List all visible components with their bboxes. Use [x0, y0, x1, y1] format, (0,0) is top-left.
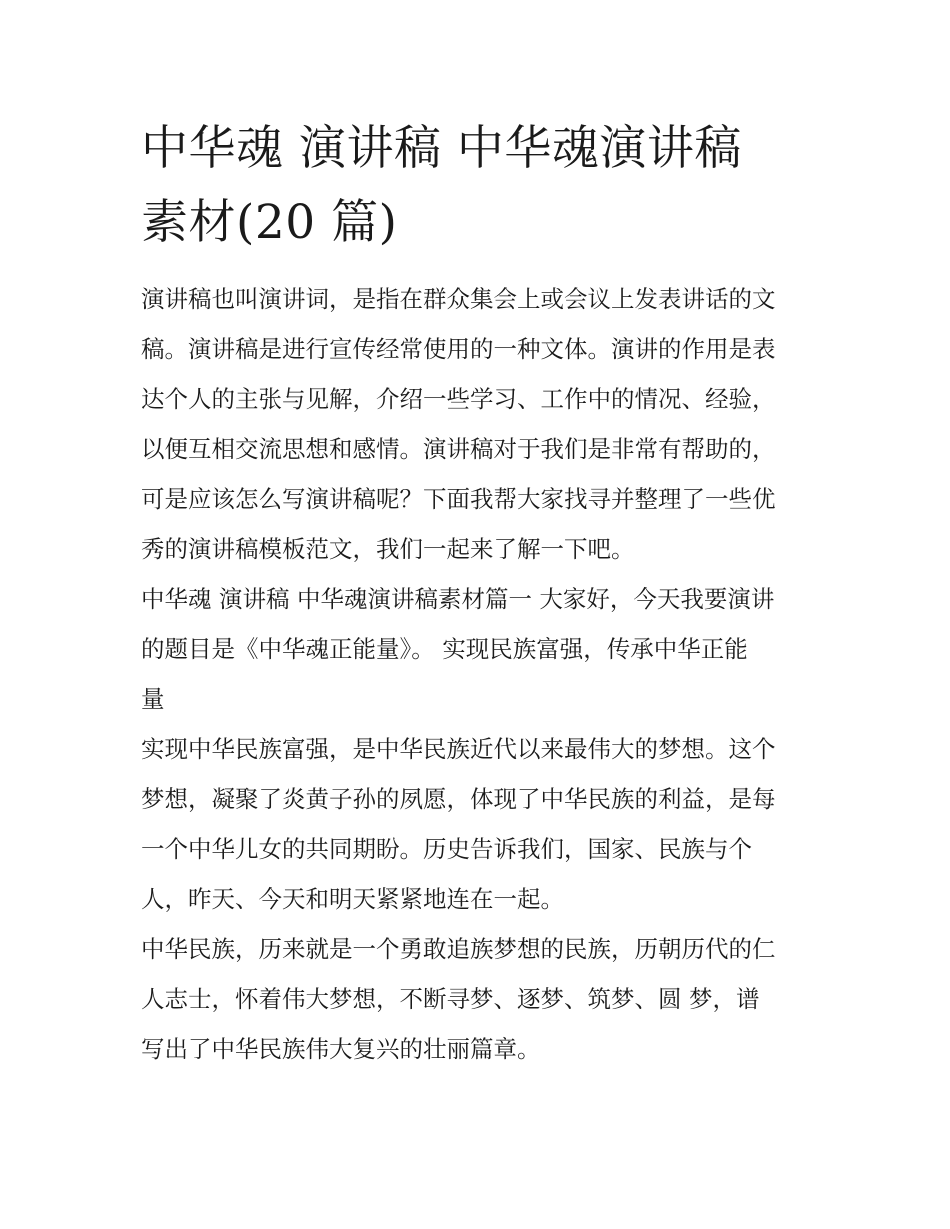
section-heading-paragraph	[141, 574, 813, 724]
document-content	[141, 112, 813, 1074]
intro-paragraph	[141, 274, 813, 574]
paragraph-line: 以便互相交流思想和感情。演讲稿对于我们是非常有帮助的，	[141, 435, 776, 463]
paragraph-line: 梦想，凝聚了炎黄子孙的夙愿，体现了中华民族的利益，是每	[141, 785, 776, 813]
paragraph-line: 演讲稿也叫演讲词，是指在群众集会上或会议上发表讲话的文	[141, 285, 776, 313]
paragraph-line: 的题目是《中华魂正能量》。 实现民族富强，传承中华正能	[141, 635, 748, 663]
paragraph-line: 中华魂 演讲稿 中华魂演讲稿素材篇一 大家好，今天我要演讲	[141, 585, 775, 613]
paragraph-line: 人，昨天、今天和明天紧紧地连在一起。	[141, 885, 564, 913]
paragraph-line: 中华民族，历来就是一个勇敢追族梦想的民族，历朝历代的仁	[141, 935, 776, 963]
document-title	[141, 112, 813, 260]
paragraph-line: 可是应该怎么写演讲稿呢？下面我帮大家找寻并整理了一些优	[141, 485, 776, 513]
title-line: 素材(20 篇)	[141, 195, 398, 250]
paragraph-line: 一个中华儿女的共同期盼。历史告诉我们，国家、民族与个	[141, 835, 752, 863]
paragraph-line: 量	[141, 685, 165, 713]
title-line: 中华魂 演讲稿 中华魂演讲稿	[141, 121, 742, 176]
paragraph-line: 写出了中华民族伟大复兴的壮丽篇章。	[141, 1035, 541, 1063]
body-paragraph	[141, 924, 813, 1074]
paragraph-line: 达个人的主张与见解，介绍一些学习、工作中的情况、经验，	[141, 385, 776, 413]
body-paragraph	[141, 724, 813, 924]
paragraph-line: 实现中华民族富强，是中华民族近代以来最伟大的梦想。这个	[141, 735, 776, 763]
paragraph-line: 人志士，怀着伟大梦想，不断寻梦、逐梦、筑梦、圆 梦，谱	[141, 985, 760, 1013]
paragraph-line: 秀的演讲稿模板范文，我们一起来了解一下吧。	[141, 535, 635, 563]
paragraph-line: 稿。演讲稿是进行宣传经常使用的一种文体。演讲的作用是表	[141, 335, 776, 363]
